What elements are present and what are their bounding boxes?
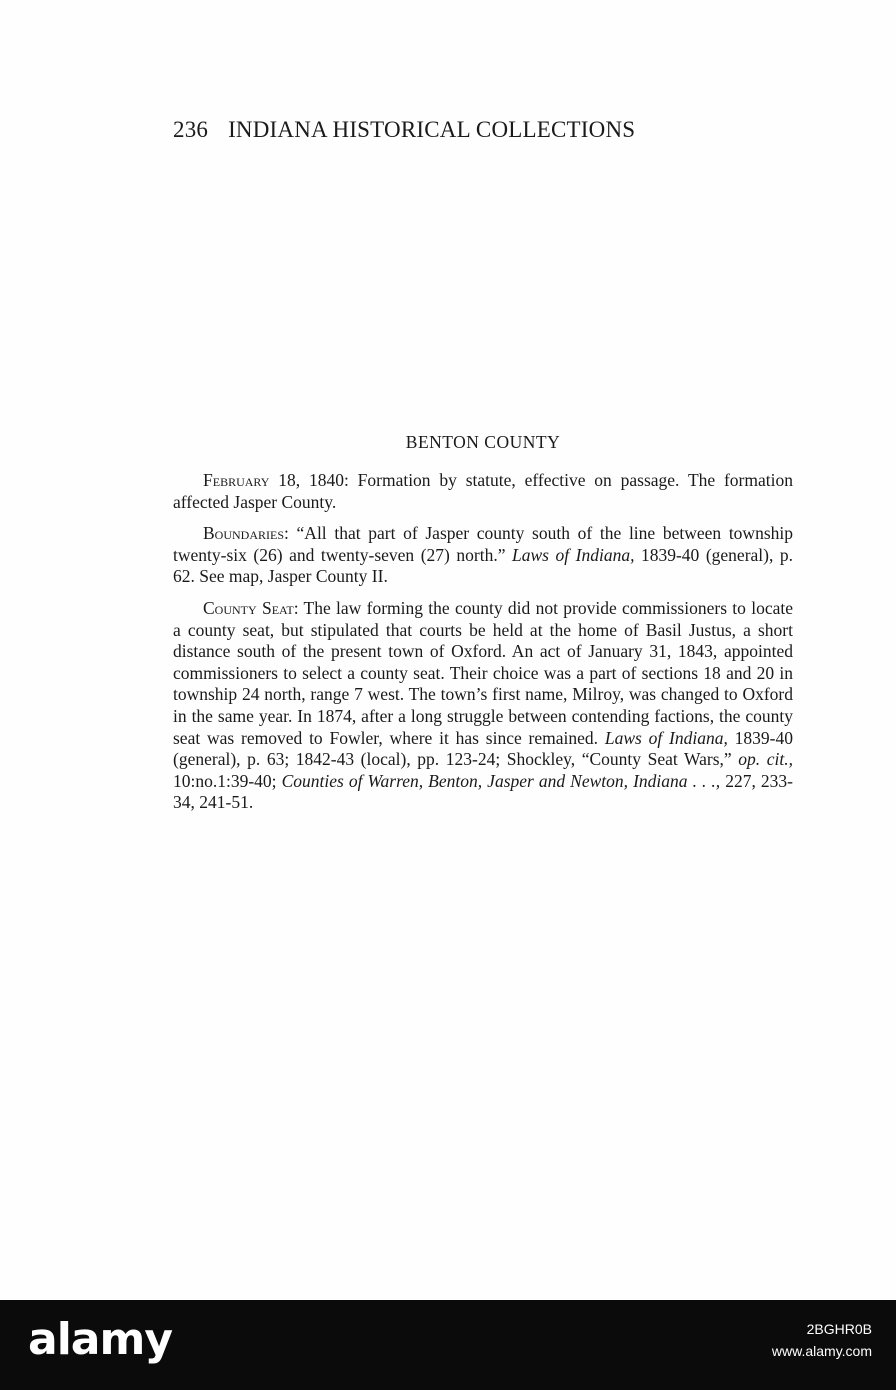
image-info — [772, 1318, 872, 1362]
paragraph-lead: February — [203, 470, 270, 490]
citation-italic: Laws of Indiana, — [604, 727, 728, 748]
running-title: INDIANA HISTORICAL COLLECTIONS — [228, 117, 636, 142]
site-url: www.alamy.com — [771, 1343, 872, 1359]
paragraph-formation — [173, 470, 793, 513]
paragraph-boundaries — [173, 523, 793, 588]
paragraph-county-seat — [173, 598, 793, 814]
body-text — [173, 470, 793, 824]
paragraph-text: 18, 1840: Formation by statute, effective on passage. The formation affected Jasper County. — [173, 470, 793, 512]
paragraph-text: “All that part of Jasper county south of the line between township twenty-six (26) and twenty-seven (27) north.” — [173, 523, 793, 565]
paragraph-tail: 1839-40 (general), p. 62. See map, Jasper County II. — [173, 544, 794, 587]
citation-italic: Counties of Warren, Benton, Jasper and Newton, Indiana . . ., — [281, 770, 721, 791]
watermark-banner — [0, 1300, 896, 1390]
citation-italic: op. cit., — [738, 749, 793, 770]
paragraph-mid: 1839-40 (general), p. 63; 1842-43 (local), pp. 123-24; Shockley, “County Seat Wars,” — [173, 727, 793, 770]
paragraph-text: The law forming the county did not provide commissioners to locate a county seat, but stipulated that courts be held at the home of Basil Justus, a short distance south of the present town of Oxford. An act of January 31, 1843, appointed commissioners to select a county seat. Their choice was a part of sections 18 and 20 in township 24 north, range 7 west. The town’s first name, Milroy, was changed to Oxford in the same year. In 1874, after a long struggle between contending factions, the county seat was removed to Fowler, where it has since remained. — [173, 597, 793, 748]
brand-logo: alamy — [28, 1314, 172, 1365]
section-title: BENTON COUNTY — [405, 432, 561, 452]
paragraph-tail: 227, 233-34, 241-51. — [173, 770, 793, 813]
paragraph-lead: County Seat: — [203, 597, 299, 618]
running-head — [173, 117, 635, 143]
image-code: 2BGHR0B — [806, 1321, 872, 1337]
paragraph-lead: Boundaries: — [203, 523, 289, 544]
citation-italic: Laws of Indiana, — [512, 544, 635, 565]
paragraph-mid: 10:no.1:39-40; — [173, 770, 282, 791]
page-number: 236 — [173, 117, 209, 142]
